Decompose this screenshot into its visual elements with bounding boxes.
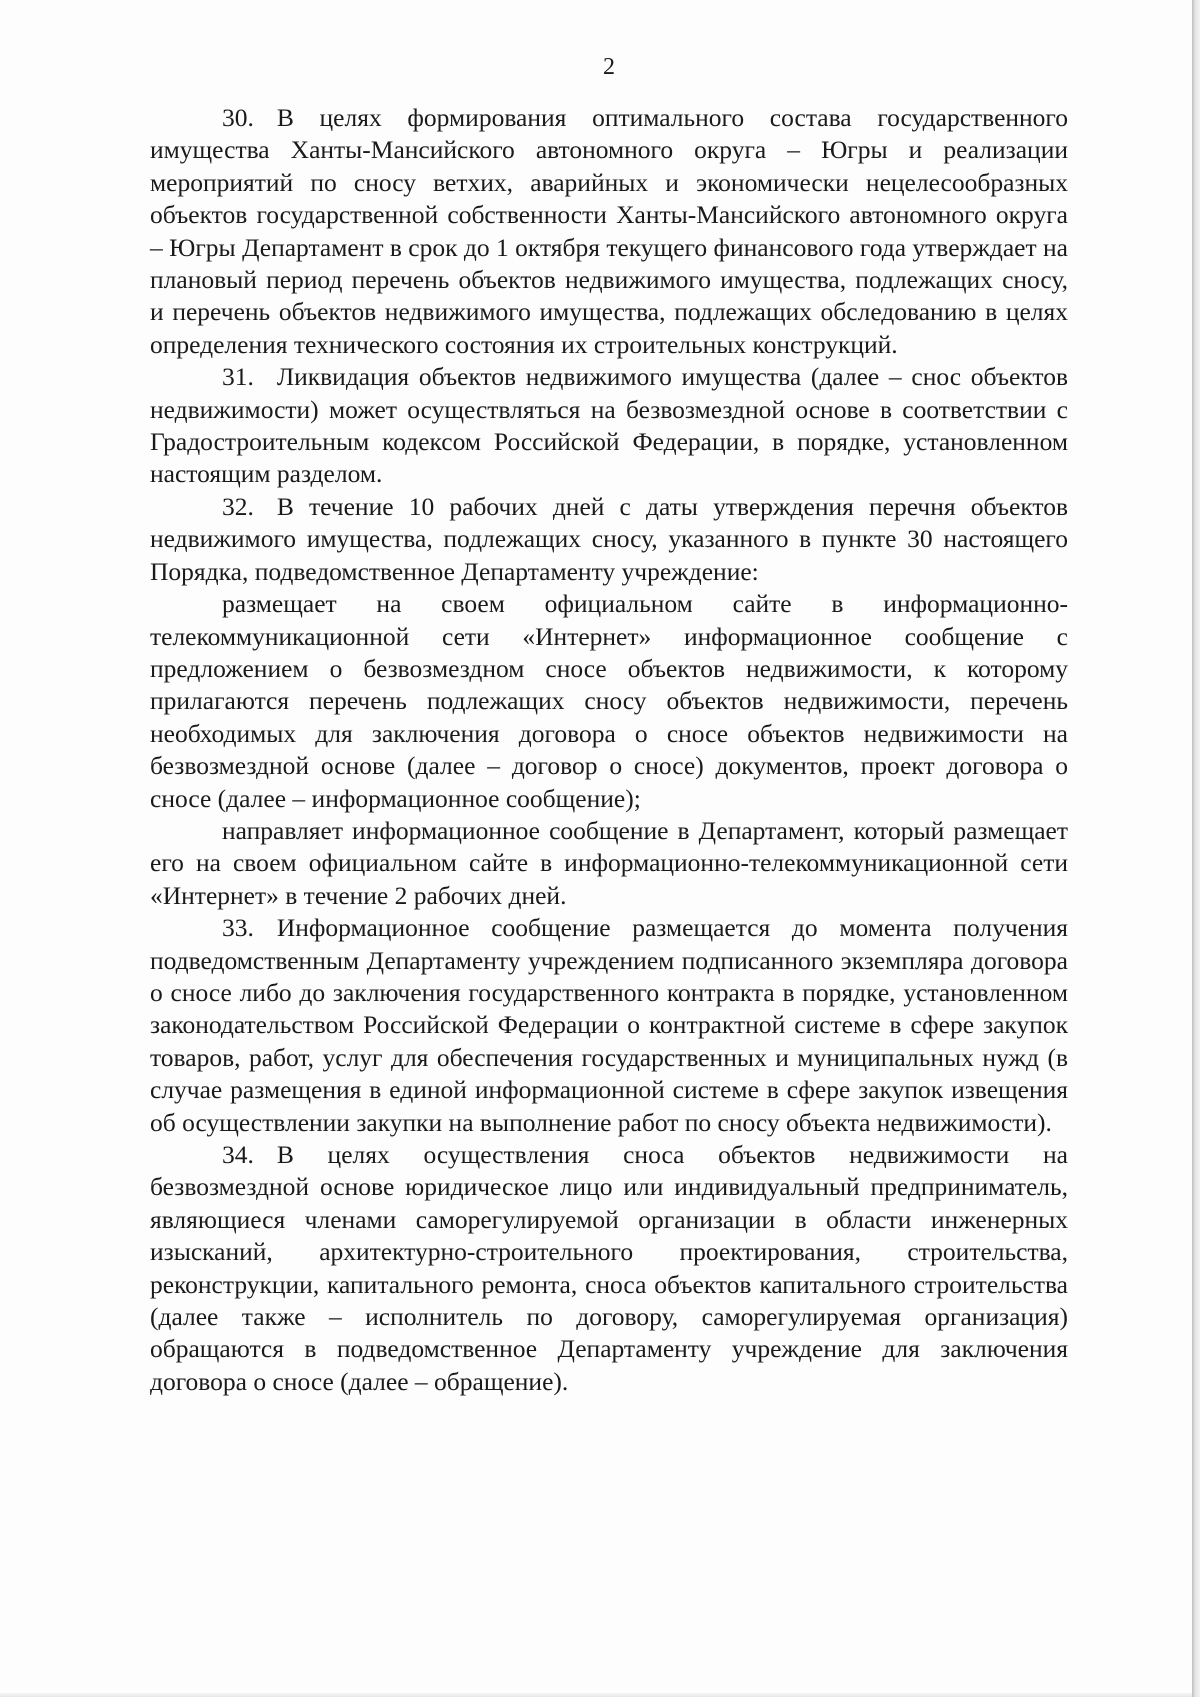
paragraph-number: 31. (222, 362, 254, 392)
paragraph-text: В течение 10 рабочих дней с даты утверждения перечня объектов недвижимого имущества, подлежащих сносу, указанного в пункте 30 настоящего Порядка, подведомственное Департаменту учреждение: (150, 491, 1068, 586)
paragraph-32-item-2 (150, 815, 1068, 912)
page-number: 2 (603, 54, 615, 80)
paragraph-number: 32. (222, 491, 254, 521)
paragraph-32 (150, 491, 1068, 588)
paragraph-text: направляет информационное сообщение в Департамент, который размещает его на своем официальном сайте в информационно-телекоммуникационной сети «Интернет» в течение 2 рабочих дней. (150, 815, 1068, 910)
document-body (150, 102, 1068, 1398)
paragraph-number: 30. (222, 103, 254, 132)
paragraph-text: размещает на своем официальном сайте в информационно-телекоммуникационной сети «Интернет» информационное сообщение с предложением о безвозмездном сносе объектов недвижимости, к которому прилагаются перечень подлежащих сносу объектов недвижимости, перечень необходимых для заключения договора о сносе объектов недвижимости на безвозмездной основе (далее – договор о сносе) документов, проект договора о сносе (далее – информационное сообщение); (150, 589, 1068, 813)
page-right-edge (1192, 0, 1200, 1697)
paragraph-32-item-1 (150, 588, 1068, 815)
paragraph-30 (150, 102, 1068, 361)
page-bottom-edge (0, 1693, 1192, 1697)
paragraph-31 (150, 361, 1068, 491)
paragraph-text: В целях формирования оптимального состава государственного имущества Ханты-Мансийского автономного округа – Югры и реализации мероприятий по сносу ветхих, аварийных и экономически нецелесообразных объектов государственной собственности Ханты-Мансийского автономного округа – Югры Департамент в срок до 1 октября текущего финансового года утверждает на плановый период перечень объектов недвижимого имущества, подлежащих сносу, и перечень объектов недвижимого имущества, подлежащих обследованию в целях определения технического состояния их строительных конструкций. (150, 103, 1068, 359)
paragraph-text: Ликвидация объектов недвижимого имущества (далее – снос объектов недвижимости) может осуществляться на безвозмездной основе в соответствии с Градостроительным кодексом Российской Федерации, в порядке, установленном настоящим разделом. (150, 362, 1068, 489)
paragraph-number: 33. (222, 913, 254, 943)
paragraph-text: Информационное сообщение размещается до момента получения подведомственным Департаменту учреждением подписанного экземпляра договора о сносе либо до заключения государственного контракта в порядке, установленном законодательством Российской Федерации о контрактной системе в сфере закупок товаров, работ, услуг для обеспечения государственных и муниципальных нужд (в случае размещения в единой информационной системе в сфере закупок извещения об осуществлении закупки на выполнение работ по сносу объекта недвижимости). (150, 913, 1068, 1137)
paragraph-number: 34. (222, 1140, 254, 1169)
paragraph-33 (150, 912, 1068, 1139)
paragraph-text: В целях осуществления сноса объектов недвижимости на безвозмездной основе юридическое лицо или индивидуальный предприниматель, являющиеся членами саморегулируемой организации в области инженерных изысканий, архитектурно-строительного проектирования, строительства, реконструкции, капитального ремонта, сноса объектов капитального строительства (далее также – исполнитель по договору, саморегулируемая организация) обращаются в подведомственное Департаменту учреждение для заключения договора о сносе (далее – обращение). (150, 1140, 1068, 1396)
paragraph-34 (150, 1139, 1068, 1398)
